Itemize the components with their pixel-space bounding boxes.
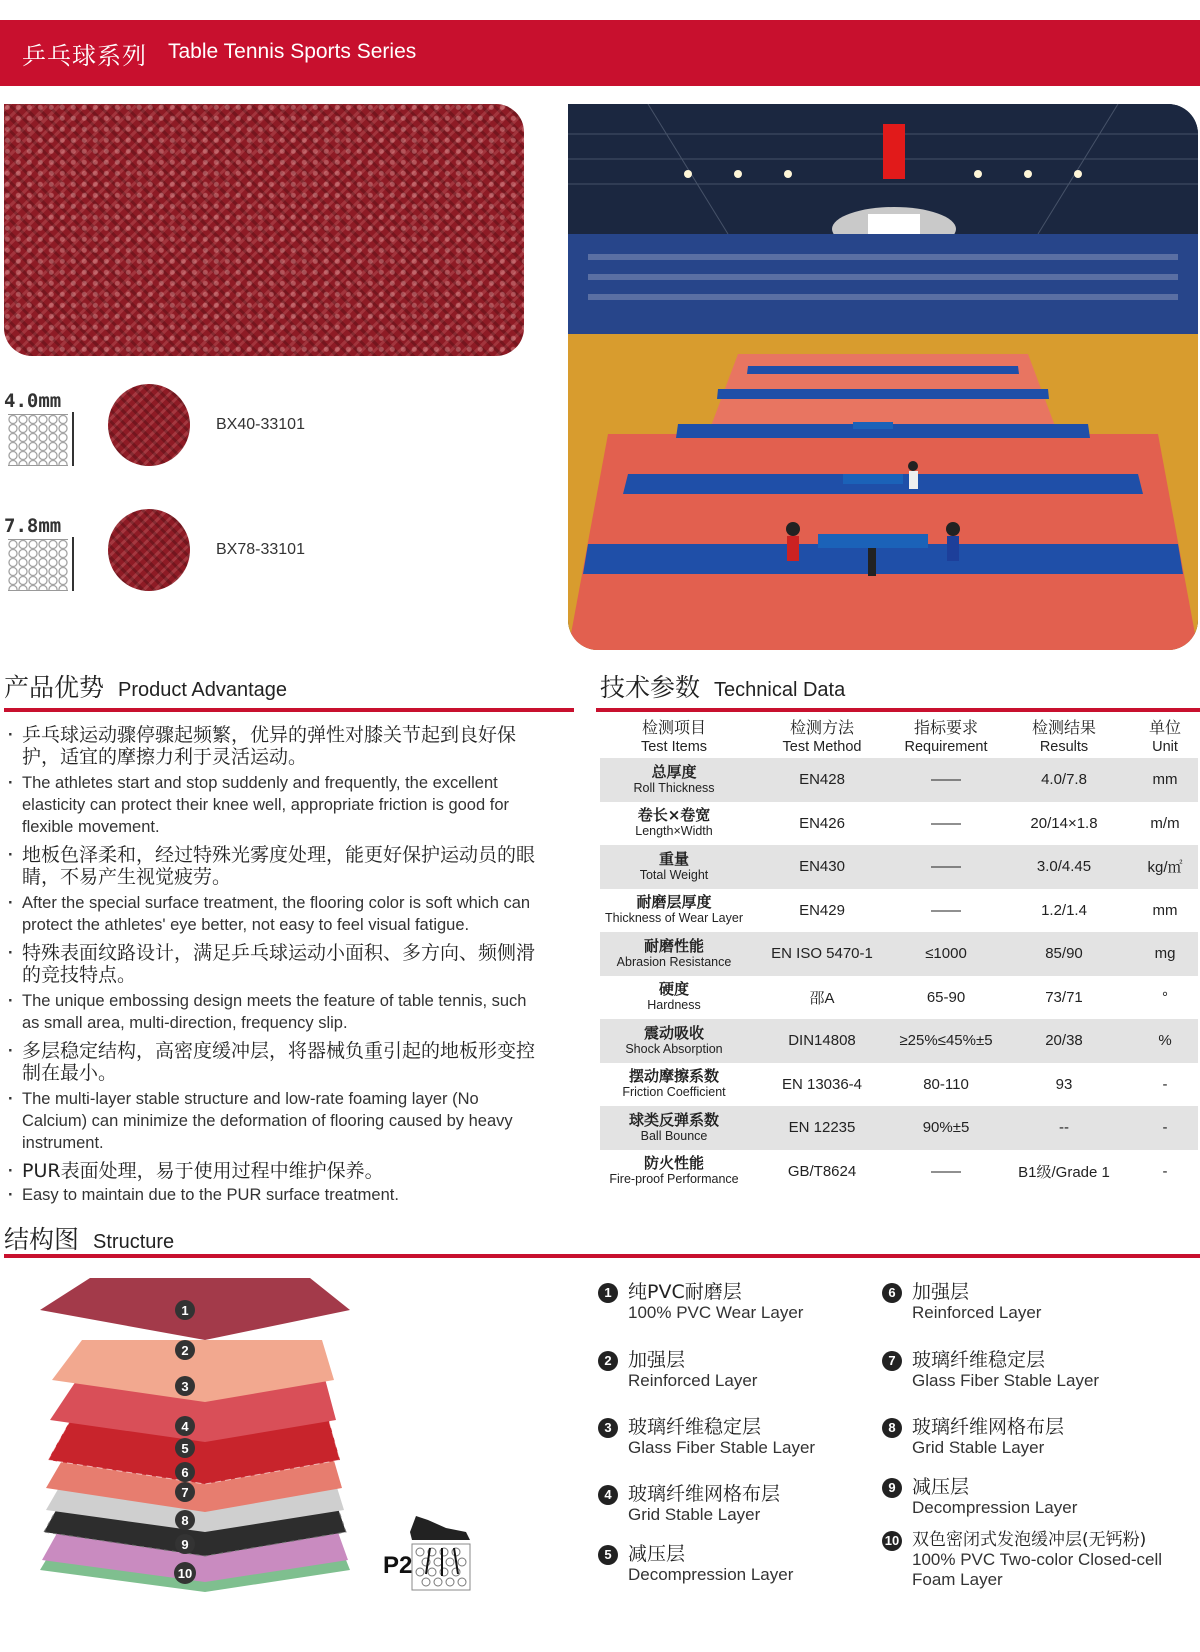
tech-table-header (600, 716, 1198, 758)
table-row (600, 802, 1198, 846)
test-item (600, 976, 748, 1020)
thickness-cross-section-icon (8, 414, 68, 466)
layer-marker-7: 7 (181, 1485, 189, 1500)
result: 20/38 (996, 1019, 1132, 1063)
structure-title-zh: 结构图 (4, 1225, 80, 1254)
layer-name-zh: 玻璃纤维网格布层 (628, 1483, 781, 1505)
test-item-en: Total Weight (639, 867, 709, 882)
advantage-text-zh: · 多层稳定结构，高密度缓冲层，将器械负重引起的地板形变控制在最小。 (22, 1040, 536, 1084)
test-item (600, 1019, 748, 1063)
test-item-zh: 防火性能 (643, 1154, 704, 1173)
test-method: EN 12235 (748, 1106, 896, 1150)
layer-name-en: 100% PVC Wear Layer (628, 1303, 804, 1322)
layer-number-badge: 1 (598, 1283, 618, 1303)
layer-number-badge: 5 (598, 1545, 618, 1565)
layer-item (882, 1417, 1172, 1458)
unit: ° (1162, 988, 1168, 1006)
shoe-pressure-icon (406, 1510, 478, 1594)
layer-name-en: Grid Stable Layer (912, 1438, 1045, 1457)
advantage-text-zh: · 乒乓球运动骤停骤起频繁，优异的弹性对膝关节起到良好保护，适宜的摩擦力利于灵活运动。 (22, 724, 517, 768)
structure-diagram (30, 1270, 360, 1600)
advantage-text-en: · Easy to maintain due to the PUR surface treatment. (22, 1186, 399, 1204)
layer-number-badge: 8 (882, 1418, 902, 1438)
requirement: —— (896, 845, 996, 889)
result: 1.2/1.4 (1041, 901, 1087, 919)
tech-title-zh: 技术参数 (600, 673, 701, 702)
result: 4.0/7.8 (996, 758, 1132, 802)
unit: mm (1132, 758, 1198, 802)
layer-item (882, 1282, 1172, 1323)
column-header (748, 716, 896, 758)
test-method: GB/T8624 (787, 1162, 857, 1180)
test-method: EN ISO 5470-1 (748, 932, 896, 976)
layer-name-en: Reinforced Layer (912, 1303, 1042, 1322)
column-header-zh: 检测项目 (641, 720, 706, 737)
table-row (600, 1106, 1198, 1150)
column-header-en: Unit (1152, 739, 1178, 755)
table-row (600, 1063, 1198, 1107)
test-item (600, 1150, 748, 1194)
layer-marker-1: 1 (181, 1303, 189, 1318)
layer-number-badge: 2 (598, 1351, 618, 1371)
column-header-zh: 检测结果 (1031, 720, 1096, 737)
test-method: 邵A (809, 989, 835, 1007)
test-item-en: Ball Bounce (640, 1128, 708, 1143)
advantage-heading (4, 668, 287, 704)
advantage-text-zh: · 地板色泽柔和，经过特殊光雾度处理，能更好保护运动员的眼睛，不易产生视觉疲劳。 (22, 844, 536, 888)
column-header (600, 716, 748, 758)
test-method: EN430 (748, 845, 896, 889)
test-method: EN428 (748, 758, 896, 802)
layer-name-zh: 玻璃纤维稳定层 (628, 1416, 762, 1438)
layer-item (598, 1417, 888, 1458)
layer-item (598, 1484, 888, 1525)
column-header-zh: 检测方法 (789, 720, 854, 737)
test-method: EN426 (799, 814, 845, 832)
advantage-title-en: Product Advantage (118, 679, 288, 701)
test-item-en: Roll Thickness (633, 780, 715, 795)
test-item-en: Fire-proof Performance (609, 1172, 739, 1187)
layer-item (882, 1350, 1172, 1391)
advantage-text-en: · The multi-layer stable structure and low-rate foaming layer (No Calcium) can minimize the deformation of flooring caused by heavy instrument. (22, 1090, 513, 1152)
unit: kg/㎡ (1132, 845, 1198, 889)
test-item-en: Thickness of Wear Layer (604, 911, 744, 926)
layer-name-zh: 减压层 (628, 1543, 686, 1565)
layer-number-badge: 9 (882, 1478, 902, 1498)
layer-name-en: Decompression Layer (912, 1498, 1078, 1517)
test-item (600, 758, 748, 802)
thickness-label: 4.0mm (4, 390, 62, 412)
layer-name-zh: 加强层 (628, 1349, 686, 1371)
unit: - (1162, 1075, 1168, 1093)
result: 3.0/4.45 (996, 845, 1132, 889)
layer-name-zh: 减压层 (912, 1476, 970, 1498)
test-method: EN 13036-4 (781, 1075, 863, 1093)
requirement: —— (931, 1162, 961, 1180)
p2-badge: P2 (383, 1552, 413, 1579)
layer-name-en: Grid Stable Layer (628, 1505, 761, 1524)
unit: mg (1132, 932, 1198, 976)
layer-number-badge: 3 (598, 1418, 618, 1438)
layer-number-badge: 6 (882, 1283, 902, 1303)
test-item (600, 1063, 748, 1107)
result: 73/71 (1045, 988, 1083, 1006)
advantage-item (6, 1184, 536, 1206)
advantage-item (6, 990, 536, 1034)
advantage-item (6, 844, 536, 888)
requirement: 65-90 (926, 988, 966, 1006)
layer-marker-8: 8 (181, 1513, 189, 1528)
test-item (600, 889, 748, 933)
advantage-item (6, 1160, 536, 1182)
test-item-en: Shock Absorption (625, 1041, 723, 1056)
layer-number-badge: 10 (882, 1531, 902, 1551)
test-item-zh: 总厚度 (651, 762, 697, 781)
layer-item (598, 1544, 888, 1585)
column-header (996, 716, 1132, 758)
unit: % (1132, 1019, 1198, 1063)
layer-name-en: Decompression Layer (628, 1565, 794, 1584)
layer-marker-4: 4 (181, 1419, 189, 1434)
layer-item (882, 1477, 1172, 1518)
column-header-zh: 指标要求 (913, 720, 978, 737)
advantage-text-en: · The unique embossing design meets the feature of table tennis, such as small area, multi-direction, frequency slip. (22, 992, 527, 1032)
layer-number-badge: 4 (598, 1485, 618, 1505)
flooring-texture-swatch (4, 104, 524, 356)
layer-marker-9: 9 (181, 1537, 189, 1552)
layer-marker-3: 3 (181, 1379, 189, 1394)
thickness-cross-section-icon (8, 539, 68, 591)
tech-title-en: Technical Data (714, 679, 846, 701)
product-code: BX78-33101 (216, 541, 305, 558)
advantage-text-zh: · PUR表面处理，易于使用过程中维护保养。 (22, 1160, 384, 1182)
thickness-arrow-icon (72, 537, 74, 591)
column-header (1132, 716, 1198, 758)
layer-name-en: 100% PVC Two-color Closed-cell Foam Layer (912, 1550, 1163, 1589)
table-row (600, 889, 1198, 933)
column-header-en: Test Items (640, 739, 708, 755)
section-divider (4, 708, 574, 712)
tech-table (600, 716, 1198, 1193)
column-header (896, 716, 996, 758)
requirement: ≥25%≤45%±5 (896, 1019, 996, 1063)
test-item-zh: 重量 (658, 849, 689, 868)
layer-item (882, 1530, 1192, 1590)
layer-number-badge: 7 (882, 1351, 902, 1371)
table-row (600, 1019, 1198, 1063)
layer-name-en: Glass Fiber Stable Layer (628, 1438, 816, 1457)
advantage-item (6, 892, 536, 936)
advantage-item (6, 1088, 536, 1154)
layer-marker-2: 2 (181, 1343, 189, 1358)
layer-name-zh: 纯PVC耐磨层 (628, 1281, 742, 1303)
table-row (600, 758, 1198, 802)
column-header-en: Requirement (904, 739, 988, 755)
result: 20/14×1.8 (1030, 814, 1098, 832)
test-item (600, 802, 748, 846)
requirement: —— (931, 901, 961, 919)
unit: mm (1152, 901, 1178, 919)
advantage-list (6, 724, 536, 1208)
layer-marker-10: 10 (177, 1566, 193, 1581)
section-divider (596, 708, 1200, 712)
test-method: EN429 (799, 901, 845, 919)
test-item-en: Abrasion Resistance (616, 954, 732, 969)
layer-name-zh: 玻璃纤维稳定层 (912, 1349, 1046, 1371)
color-sample (108, 509, 190, 591)
column-header-en: Results (1039, 739, 1089, 755)
product-code: BX40-33101 (216, 416, 305, 433)
test-item-zh: 硬度 (658, 980, 689, 999)
result: 85/90 (996, 932, 1132, 976)
column-header-en: Test Method (782, 739, 862, 755)
table-row (600, 932, 1198, 976)
advantage-item (6, 1040, 536, 1084)
layer-name-zh: 双色密闭式发泡缓冲层(无钙粉) (912, 1530, 1147, 1550)
result: -- (996, 1106, 1132, 1150)
test-item-zh: 耐磨层厚度 (636, 893, 712, 912)
advantage-item (6, 724, 536, 768)
test-item (600, 932, 748, 976)
requirement: 90%±5 (896, 1106, 996, 1150)
test-item-zh: 震动吸收 (643, 1023, 704, 1042)
requirement: 80-110 (923, 1075, 969, 1093)
arena-photo (568, 104, 1198, 650)
table-row (600, 976, 1198, 1020)
layer-item (598, 1350, 888, 1391)
test-item-en: Hardness (647, 998, 701, 1013)
test-method: DIN14808 (748, 1019, 896, 1063)
thickness-label: 7.8mm (4, 515, 62, 537)
layer-name-en: Glass Fiber Stable Layer (912, 1371, 1100, 1390)
result: B1级/Grade 1 (1018, 1163, 1110, 1181)
structure-title-en: Structure (93, 1231, 175, 1253)
page-header (0, 20, 1200, 86)
result: 93 (1055, 1075, 1073, 1093)
unit: m/m (1150, 814, 1180, 832)
thickness-arrow-icon (72, 412, 74, 466)
requirement: —— (896, 758, 996, 802)
test-item-zh: 摆动摩擦系数 (628, 1067, 719, 1086)
requirement: ≤1000 (896, 932, 996, 976)
advantage-item (6, 772, 536, 838)
layer-name-zh: 玻璃纤维网格布层 (912, 1416, 1065, 1438)
layer-name-zh: 加强层 (912, 1281, 970, 1303)
series-title-zh: 乒乓球系列 (22, 42, 147, 70)
color-sample (108, 384, 190, 466)
table-row (600, 845, 1198, 889)
layer-name-en: Reinforced Layer (628, 1371, 758, 1390)
section-divider (4, 1254, 1200, 1258)
series-title-en: Table Tennis Sports Series (168, 40, 417, 63)
layer-marker-5: 5 (181, 1441, 189, 1456)
advantage-text-en: · After the special surface treatment, the flooring color is soft which can protect the athletes' eye better, not easy to feel visual fatigue. (22, 894, 531, 934)
structure-heading (4, 1220, 174, 1256)
test-item-zh: 耐磨性能 (643, 936, 704, 955)
advantage-title-zh: 产品优势 (4, 673, 105, 702)
advantage-item (6, 942, 536, 986)
advantage-text-zh: · 特殊表面纹路设计，满足乒乓球运动小面积、多方向、频侧滑的竞技特点。 (22, 942, 536, 986)
column-header-zh: 单位 (1148, 720, 1181, 737)
table-row (600, 1150, 1198, 1194)
test-item-en: Friction Coefficient (622, 1085, 726, 1100)
requirement: —— (931, 814, 961, 832)
unit: - (1132, 1106, 1198, 1150)
tech-heading (600, 668, 845, 704)
layer-marker-6: 6 (181, 1465, 189, 1480)
test-item-en: Length×Width (635, 824, 713, 839)
advantage-text-en: · The athletes start and stop suddenly and frequently, the excellent elasticity can protect their knee well, appropriate friction is good for flexible movement. (22, 774, 509, 836)
test-item (600, 845, 748, 889)
test-item-zh: 球类反弹系数 (628, 1110, 719, 1129)
layer-item (598, 1282, 888, 1323)
unit: - (1162, 1162, 1168, 1180)
test-item-zh: 卷长×卷宽 (637, 806, 711, 825)
test-item (600, 1106, 748, 1150)
